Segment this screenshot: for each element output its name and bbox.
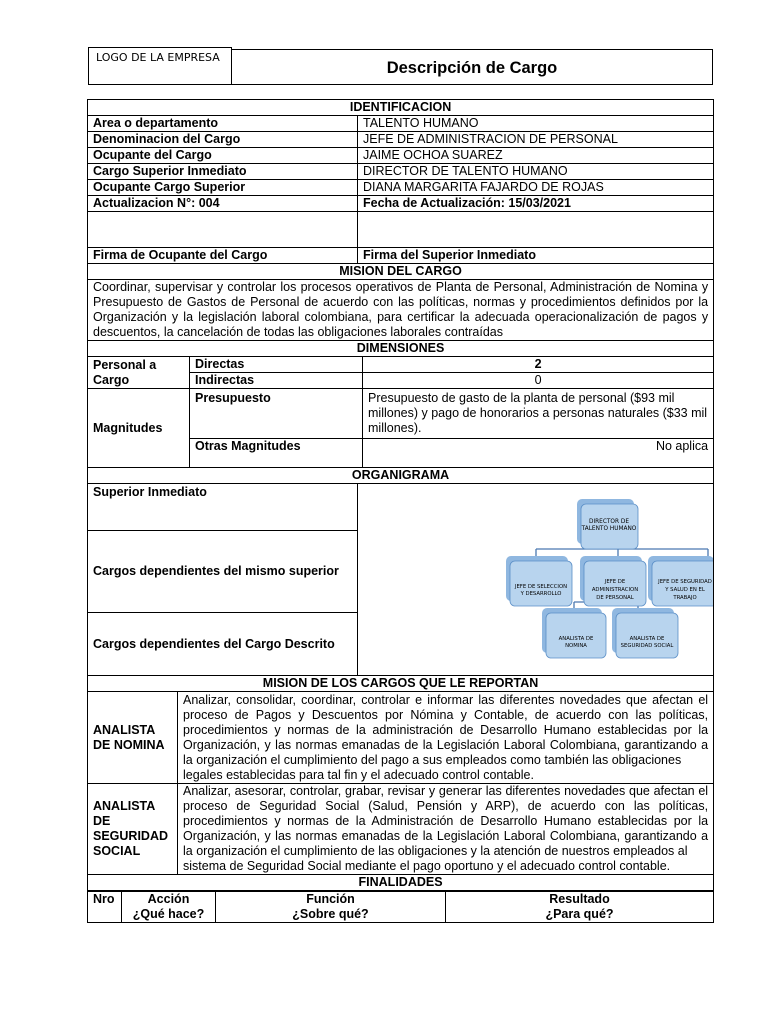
table-row <box>88 132 714 148</box>
table-row <box>88 164 714 180</box>
finalidades-column-headers <box>88 892 714 923</box>
job-description-form <box>87 99 714 923</box>
identificacion-header-row <box>88 100 714 116</box>
field-value: DIANA MARGARITA FAJARDO DE ROJAS <box>358 180 714 196</box>
field-label: Ocupante del Cargo <box>88 148 358 164</box>
org-node-text: DIRECTOR DE <box>588 519 630 525</box>
col-funcion <box>216 892 446 923</box>
dimensiones-header-row <box>88 341 714 357</box>
table-row <box>88 196 714 212</box>
table-row <box>88 357 714 373</box>
directas-label: Directas <box>190 357 363 373</box>
col-resultado-title: Resultado <box>549 892 610 906</box>
org-node-text: JEFE DE SEGURIDAD <box>658 579 712 585</box>
table-row <box>88 180 714 196</box>
finalidades-table <box>87 891 714 923</box>
identificacion-title: IDENTIFICACION <box>88 100 714 116</box>
org-node-jefe-seguridad <box>648 556 714 606</box>
otras-magnitudes-value: No aplica <box>363 439 714 468</box>
org-node-director <box>577 499 638 549</box>
page-title: Descripción de Cargo <box>231 49 713 85</box>
col-funcion-title: Función <box>306 892 355 906</box>
signature-occupant-label: Firma de Ocupante del Cargo <box>88 248 358 264</box>
magnitudes-label: Magnitudes <box>88 389 190 468</box>
field-label: Area o departamento <box>88 116 358 132</box>
col-resultado <box>446 892 714 923</box>
company-logo-placeholder <box>88 47 232 85</box>
superior-inmediato-label: Superior Inmediato <box>88 484 358 531</box>
field-label: Ocupante Cargo Superior <box>88 180 358 196</box>
org-chart-cell <box>358 484 714 676</box>
field-label: Denominacion del Cargo <box>88 132 358 148</box>
field-value: TALENTO HUMANO <box>358 116 714 132</box>
field-value: JAIME OCHOA SUAREZ <box>358 148 714 164</box>
report-mission-last-line: sistema de Seguridad Social mediante el pago oportuno y el adecuado control contable. <box>183 859 671 873</box>
org-node-text: DE PERSONAL <box>596 595 634 601</box>
col-nro: Nro <box>88 892 122 923</box>
mision-header-row <box>88 264 714 280</box>
finalidades-title: FINALIDADES <box>88 875 714 891</box>
org-node-jefe-seleccion <box>506 556 572 606</box>
report-mission-main: Analizar, asesorar, controlar, grabar, revisar y generar las diferentes novedades que afectan el proceso de Seguridad Social (Salud, Pensión y ARP), de acuerdo con las políticas, procedimientos y normas de la Administración de Desarrollo Humano establecidas por la Organización, y las normas emanadas de la Legislación Laboral Colombiana, garantizando a la organización el cumplimiento de las obligaciones y la atención de nuestros empleados al <box>183 784 709 858</box>
indirectas-label: Indirectas <box>190 373 363 389</box>
org-node-jefe-administracion <box>580 556 646 606</box>
mismo-superior-label: Cargos dependientes del mismo superior <box>88 531 358 613</box>
org-node-text: Y DESARROLLO <box>520 591 562 597</box>
table-row <box>88 116 714 132</box>
organigrama-title: ORGANIGRAMA <box>88 468 714 484</box>
update-date: Fecha de Actualización: 15/03/2021 <box>358 196 714 212</box>
logo-text: LOGO DE LA EMPRESA <box>96 51 220 64</box>
signature-space-row <box>88 212 714 248</box>
org-node-text: JEFE DE <box>604 579 626 585</box>
directas-value: 2 <box>363 357 714 373</box>
signature-space-superior <box>358 212 714 248</box>
col-accion <box>122 892 216 923</box>
presupuesto-label: Presupuesto <box>190 389 363 439</box>
table-row <box>88 389 714 439</box>
col-funcion-subtitle: ¿Sobre qué? <box>292 907 369 921</box>
finalidades-header-row <box>88 875 714 891</box>
report-mission-text <box>178 692 714 784</box>
signature-space-occupant <box>88 212 358 248</box>
update-number: Actualizacion N°: 004 <box>88 196 358 212</box>
table-row <box>88 484 714 531</box>
reportan-title: MISION DE LOS CARGOS QUE LE REPORTAN <box>88 676 714 692</box>
signature-superior-label: Firma del Superior Inmediato <box>358 248 714 264</box>
org-node-text: Y SALUD EN EL <box>665 587 705 593</box>
report-role: ANALISTA DE NOMINA <box>88 692 178 784</box>
org-node-text: ANALISTA DE <box>629 636 665 642</box>
field-label: Cargo Superior Inmediato <box>88 164 358 180</box>
mision-text: Coordinar, supervisar y controlar los procesos operativos de Planta de Personal, Administración de Nomina y Presupuesto de Gastos de Personal de acuerdo con las políticas, normas y procedimientos definidos por la Organización y la legislación laboral colombiana, para certificar la adecuada operacionalización de pagos y descuentos, la cancelación de todas las obligaciones laborales contraídas <box>88 280 714 341</box>
report-mission-text <box>178 784 714 875</box>
table-row <box>88 692 714 784</box>
cargo-descrito-label: Cargos dependientes del Cargo Descrito <box>88 613 358 676</box>
table-row <box>88 148 714 164</box>
org-chart <box>358 484 714 671</box>
report-mission-main: Analizar, consolidar, coordinar, controlar e informar las diferentes novedades que afectan el proceso de Pagos y Descuentos por Nómina y Contable, de acuerdo con las políticas, procedimientos y normas de la administración de Desarrollo Humano establecidas por la Organización, y las normas emanadas de la Legislación Laboral Colombiana, garantizando a la organización el cumplimiento del pago a sus empleados como también las obligaciones <box>183 693 709 767</box>
col-accion-subtitle: ¿Qué hace? <box>132 907 205 921</box>
org-node-text: JEFE DE SELECCION <box>514 584 568 590</box>
org-node-text: SEGURIDAD SOCIAL <box>620 643 674 649</box>
org-node-text: ADMINISTRACION <box>591 587 639 593</box>
mision-text-row <box>88 280 714 341</box>
org-node-analista-nomina <box>542 608 606 658</box>
mision-title: MISION DEL CARGO <box>88 264 714 280</box>
col-accion-title: Acción <box>147 892 190 906</box>
org-node-text: NOMINA <box>565 643 587 649</box>
indirectas-value: 0 <box>363 373 714 389</box>
field-value: JEFE DE ADMINISTRACION DE PERSONAL <box>358 132 714 148</box>
organigrama-header-row <box>88 468 714 484</box>
col-resultado-subtitle: ¿Para qué? <box>545 907 614 921</box>
reportan-header-row <box>88 676 714 692</box>
otras-magnitudes-label: Otras Magnitudes <box>190 439 363 468</box>
dimensiones-title: DIMENSIONES <box>88 341 714 357</box>
job-description-table <box>87 99 714 891</box>
org-node-text: TALENTO HUMANO <box>581 526 637 532</box>
personal-a-cargo-label: Personal a Cargo <box>88 357 190 389</box>
field-value: DIRECTOR DE TALENTO HUMANO <box>358 164 714 180</box>
report-mission-last-line: legales establecidas para tal fin y el adecuado control contable. <box>183 768 534 782</box>
org-node-analista-seguridad <box>612 608 678 658</box>
report-role: ANALISTA DE SEGURIDAD SOCIAL <box>88 784 178 875</box>
presupuesto-value: Presupuesto de gasto de la planta de personal ($93 mil millones) y pago de honorarios a personas naturales ($33 mil millones). <box>363 389 714 439</box>
table-row <box>88 784 714 875</box>
org-node-text: TRABAJO <box>673 595 697 601</box>
org-node-text: ANALISTA DE <box>558 636 594 642</box>
signature-label-row <box>88 248 714 264</box>
